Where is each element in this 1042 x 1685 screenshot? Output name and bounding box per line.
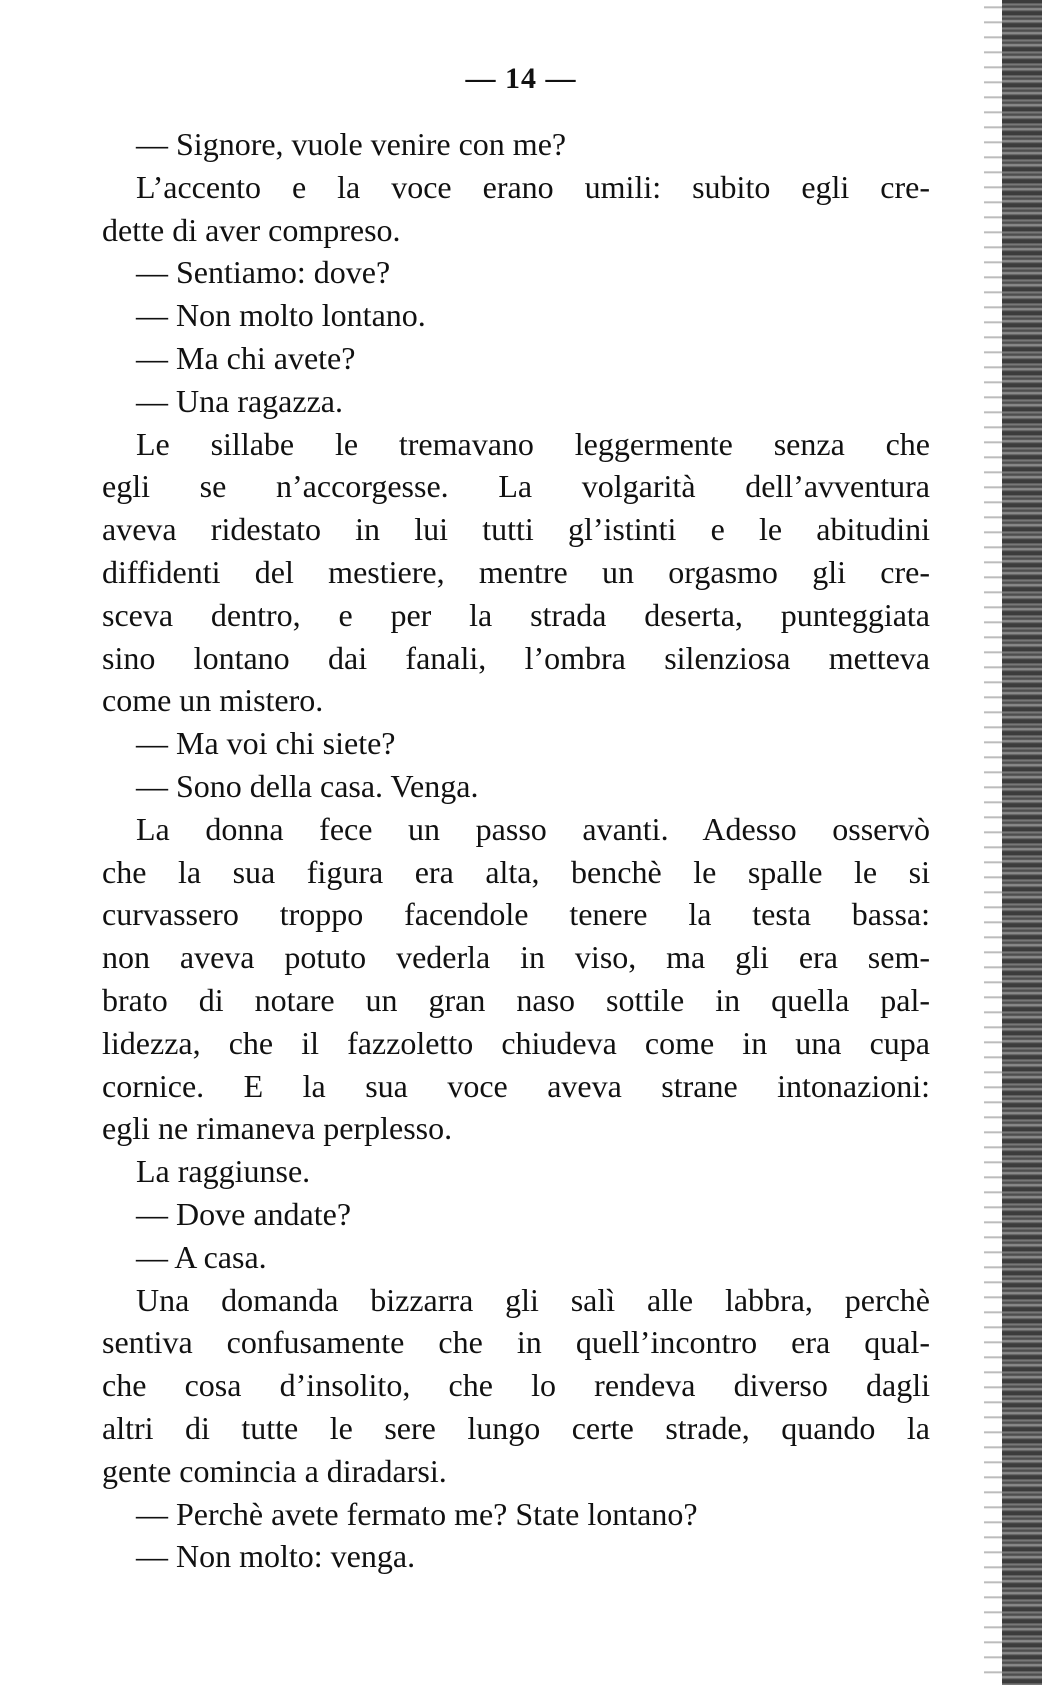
text-line: non aveva potuto vederla in viso, ma gli era sem-: [102, 939, 930, 976]
text-line: — A casa.: [136, 1238, 267, 1275]
text-line: egli ne rimaneva perplesso.: [102, 1110, 453, 1147]
text-line: diffidenti del mestiere, mentre un orgasmo gli cre-: [102, 553, 930, 590]
text-line: — Non molto lontano.: [136, 297, 426, 334]
text-line: — Una ragazza.: [136, 382, 343, 419]
text-line: sentiva confusamente che in quell’incontro era qual-: [102, 1324, 930, 1361]
page-number: — 14 —: [465, 62, 577, 95]
text-line: lidezza, che il fazzoletto chiudeva come in una cupa: [102, 1024, 930, 1061]
text-line: La donna fece un passo avanti. Adesso osservò: [136, 810, 930, 847]
text-line: gente comincia a diradarsi.: [102, 1452, 447, 1489]
text-line: — Sentiamo: dove?: [136, 254, 391, 291]
text-line: egli se n’accorgesse. La volgarità dell’avventura: [102, 468, 930, 505]
text-line: che la sua figura era alta, benchè le spalle le si: [102, 853, 930, 890]
body-text: [102, 123, 930, 1578]
text-line: — Non molto: venga.: [136, 1538, 416, 1575]
text-line: Le sillabe le tremavano leggermente senza che: [136, 425, 930, 462]
text-line: La raggiunse.: [136, 1153, 311, 1190]
scan-edge-shadow: [984, 0, 1002, 1685]
text-line: brato di notare un gran naso sottile in quella pal-: [102, 981, 930, 1018]
text-line: L’accento e la voce erano umili: subito egli cre-: [136, 168, 930, 205]
text-line: — Ma voi chi siete?: [136, 725, 396, 762]
scan-edge: [1002, 0, 1042, 1685]
text-line: dette di aver compreso.: [102, 211, 401, 248]
text-line: — Sono della casa. Venga.: [136, 767, 479, 804]
text-line: altri di tutte le sere lungo certe strade, quando la: [102, 1409, 930, 1446]
text-line: come un mistero.: [102, 682, 324, 719]
text-line: sino lontano dai fanali, l’ombra silenziosa metteva: [102, 639, 930, 676]
text-line: — Dove andate?: [136, 1195, 352, 1232]
text-line: che cosa d’insolito, che lo rendeva diverso dagli: [102, 1367, 930, 1404]
text-line: aveva ridestato in lui tutti gl’istinti e le abitudini: [102, 511, 930, 548]
text-line: curvassero troppo facendole tenere la testa bassa:: [102, 896, 930, 933]
text-line: Una domanda bizzarra gli salì alle labbra, perchè: [136, 1281, 930, 1318]
text-line: — Signore, vuole venire con me?: [136, 126, 567, 162]
text-line: cornice. E la sua voce aveva strane intonazioni:: [102, 1067, 930, 1104]
text-line: sceva dentro, e per la strada deserta, punteggiata: [102, 596, 930, 633]
text-line: — Perchè avete fermato me? State lontano?: [136, 1495, 698, 1532]
text-line: — Ma chi avete?: [136, 339, 356, 376]
